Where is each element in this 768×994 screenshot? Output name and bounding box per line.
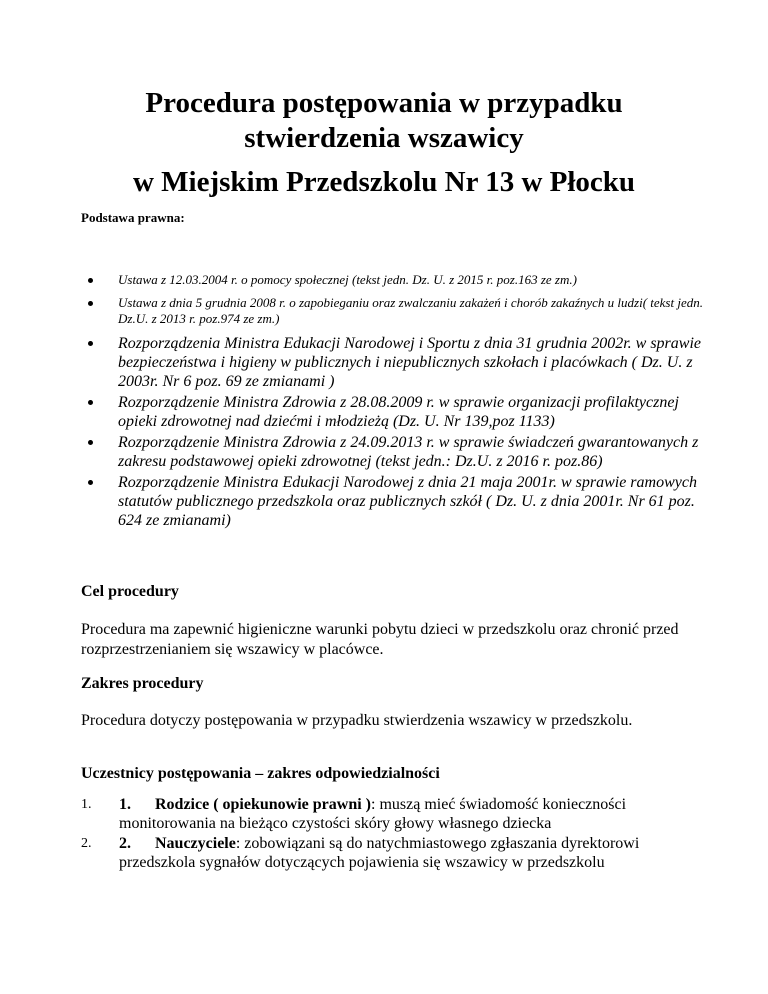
goal-heading: Cel procedury [81, 583, 179, 600]
participants-heading: Uczestnicy postępowania – zakres odpowiedzialności [81, 765, 440, 782]
participant-role: Nauczyciele [155, 835, 236, 852]
participant-duty: : zobowiązani są do natychmiastowego zgłaszania dyrektorowi przedszkola sygnałów dotyczących pojawienia się wszawicy w przedszkolu [119, 835, 640, 871]
participants-list [81, 796, 719, 874]
participant-item [81, 835, 719, 872]
participant-item [81, 796, 719, 833]
legal-basis-item: Ustawa z dnia 5 grudnia 2008 r. o zapobieganiu oraz zwalczaniu zakażeń i chorób zakaźnych u ludzi( tekst jedn. Dz.U. z 2013 r. poz.974 ze zm.) [118, 295, 718, 327]
legal-basis-item: Ustawa z 12.03.2004 r. o pomocy społecznej (tekst jedn. Dz. U. z 2015 r. poz.163 ze zm.) [118, 272, 718, 288]
participant-number: 2. [119, 835, 131, 852]
list-marker: 1. [81, 797, 92, 812]
legal-basis-item: Rozporządzenia Ministra Edukacji Narodowej i Sportu z dnia 31 grudnia 2002r. w sprawie bezpieczeństwa i higieny w publicznych i niepublicznych szkołach i placówkach ( Dz. U. z 2003r. Nr 6 poz. 69 ze zmianami ) [118, 334, 718, 391]
participant-role: Rodzice ( opiekunowie prawni ) [155, 796, 371, 813]
participant-number: 1. [119, 796, 131, 813]
legal-basis-item: Rozporządzenie Ministra Edukacji Narodowej z dnia 21 maja 2001r. w sprawie ramowych statutów publicznego przedszkola oraz publicznych szkół ( Dz. U. z dnia 2001r. Nr 61 poz. 624 ze zmianami) [118, 473, 718, 530]
legal-basis-item: Rozporządzenie Ministra Zdrowia z 24.09.2013 r. w sprawie świadczeń gwarantowanych z zakresu podstawowej opieki zdrowotnej (tekst jedn.: Dz.U. z 2016 r. poz.86) [118, 433, 718, 471]
goal-text: Procedura ma zapewnić higieniczne warunki pobytu dzieci w przedszkolu oraz chronić przed rozprzestrzenianiem się wszawicy w placówce. [81, 621, 679, 658]
document-title: Procedura postępowania w przypadku stwierdzenia wszawicy [145, 87, 623, 154]
legal-basis-label: Podstawa prawna: [81, 210, 185, 225]
participant-duty: : muszą mieć świadomość konieczności monitorowania na bieżąco czystości skóry głowy własnego dziecka [119, 796, 627, 832]
list-marker: 2. [81, 836, 92, 851]
legal-basis-item: Rozporządzenie Ministra Zdrowia z 28.08.2009 r. w sprawie organizacji profilaktycznej opieki zdrowotnej nad dziećmi i młodzieżą (Dz. U. Nr 139,poz 1133) [118, 393, 718, 431]
scope-text: Procedura dotyczy postępowania w przypadku stwierdzenia wszawicy w przedszkolu. [81, 712, 633, 729]
document-subtitle: w Miejskim Przedszkolu Nr 13 w Płocku [132, 166, 636, 198]
legal-basis-list [81, 272, 718, 532]
scope-heading: Zakres procedury [81, 675, 204, 692]
